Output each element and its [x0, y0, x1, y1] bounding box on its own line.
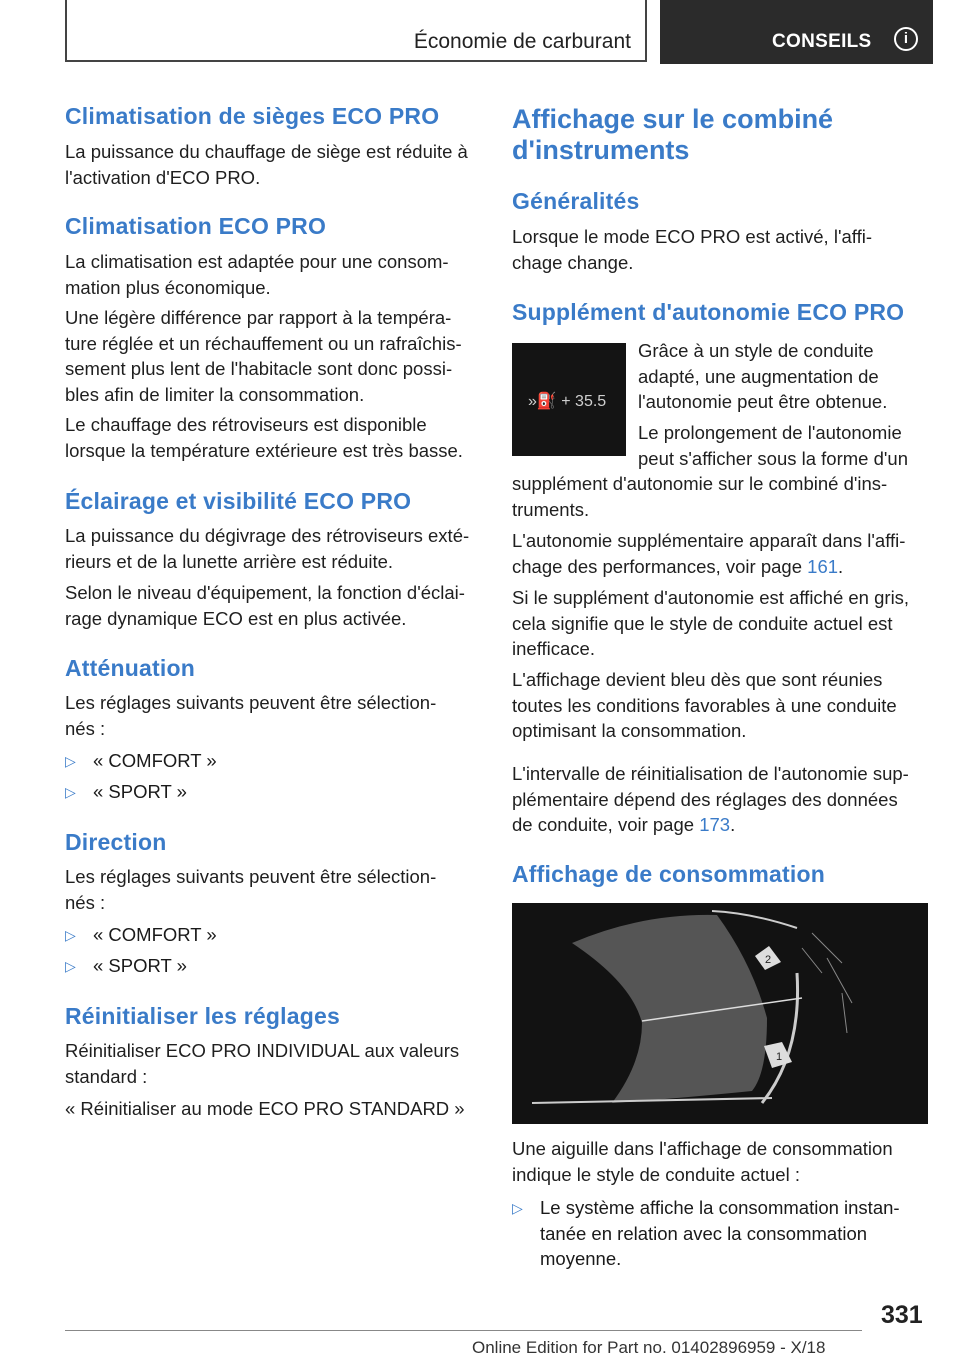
main-heading: [512, 104, 930, 166]
text-line: Grâce à un style de conduite: [638, 340, 874, 361]
text-span: chage des performances, voir page: [512, 555, 808, 577]
paragraph: [65, 249, 477, 300]
text-line: lorsque la température extérieure est très basse.: [65, 439, 463, 461]
paragraph: [512, 585, 930, 662]
consumption-display-image: [512, 903, 928, 1124]
text-line: tanée en relation avec la consommation: [540, 1222, 868, 1244]
paragraph: [512, 471, 930, 522]
section-seat-climate: [65, 103, 477, 130]
section-title: Climatisation de sièges ECO PRO: [65, 103, 440, 129]
page-link[interactable]: 161: [807, 555, 839, 577]
page-link[interactable]: 173: [699, 814, 731, 835]
section-consumption: [512, 861, 930, 888]
text-line: bles afin de limiter la consommation.: [65, 383, 365, 405]
text-line: La puissance du chauffage de siège est réduite à: [65, 141, 468, 162]
gauge-needle-track: [762, 973, 798, 1103]
list-item-text: « COMFORT »: [93, 750, 217, 771]
paragraph: [65, 412, 477, 463]
callout-2-label: 2: [765, 954, 772, 966]
text-line: nés :: [65, 891, 106, 913]
text-line: rage dynamique ECO est en plus activée.: [65, 607, 407, 629]
paragraph: [65, 1096, 477, 1122]
text-line: adapté, une augmentation de: [638, 365, 879, 387]
section-tab[interactable]: [660, 0, 933, 64]
paragraph: [512, 1136, 930, 1187]
list-item-text: « SPORT »: [93, 955, 187, 976]
bullet-triangle-icon: ▷: [512, 1200, 523, 1216]
text-line: peut s'afficher sous la forme d'un: [638, 447, 908, 469]
paragraph: [65, 864, 477, 915]
bullet-triangle-icon: ▷: [65, 927, 76, 943]
callout-1: [764, 1042, 792, 1068]
text-line: Réinitialiser ECO PRO INDIVIDUAL aux valeurs: [65, 1040, 460, 1061]
paragraph: [638, 338, 930, 415]
range-extension-image: [512, 343, 626, 456]
text-line: inefficace.: [512, 638, 595, 659]
page-header: [65, 0, 933, 64]
list-item-text: « SPORT »: [93, 781, 187, 802]
text-line: l'autonomie peut être obtenue.: [638, 391, 888, 412]
text-line: Une aiguille dans l'affichage de consommation: [512, 1138, 893, 1159]
text-line: mation plus économique.: [65, 276, 271, 298]
paragraph: [512, 667, 930, 744]
text-line: plémentaire dépend des réglages des données: [512, 788, 898, 810]
text-line: Si le supplément d'autonomie est affiché en gris,: [512, 587, 910, 608]
section-lighting: [65, 488, 477, 515]
heading-line: Affichage sur le combiné: [512, 104, 834, 134]
bullet-triangle-icon: ▷: [65, 958, 76, 974]
text-line: supplément d'autonomie sur le combiné d'ins‐: [512, 473, 888, 494]
heading-line: d'instruments: [512, 135, 690, 165]
gauge-arc: [712, 911, 797, 928]
section-title: Direction: [65, 829, 167, 855]
text-line: l'activation d'ECO PRO.: [65, 166, 261, 188]
section-title: Affichage de consommation: [512, 861, 825, 887]
text-line: standard :: [65, 1065, 148, 1087]
gauge-ticks: [802, 933, 852, 1033]
text-line: nés :: [65, 717, 106, 739]
bullet-triangle-icon: ▷: [65, 784, 76, 800]
list-item-text: « COMFORT »: [93, 924, 217, 945]
text-line: L'intervalle de réinitialisation de l'autonomie sup‐: [512, 763, 909, 784]
paragraph: [638, 420, 930, 471]
section-title: Climatisation ECO PRO: [65, 213, 327, 239]
list-item-text: [540, 1195, 930, 1272]
text-line: Selon le niveau d'équipement, la fonction d'éclai‐: [65, 582, 465, 603]
paragraph: [512, 224, 930, 275]
text-line: indique le style de conduite actuel :: [512, 1163, 800, 1185]
text-line: Le chauffage des rétroviseurs est disponible: [65, 414, 427, 435]
text-span: de conduite, voir page: [512, 814, 700, 835]
bullet-triangle-icon: ▷: [65, 753, 76, 769]
callout-2: [755, 946, 781, 970]
consumption-gauge-illustration: [512, 903, 928, 1124]
text-line: sement plus lent de l'habitacle sont donc possi‐: [65, 358, 453, 379]
text-line: Le prolongement de l'autonomie: [638, 422, 902, 443]
text-line: Le système affiche la consommation instan‐: [540, 1197, 900, 1218]
section-title: Atténuation: [65, 655, 195, 681]
text-line: L'autonomie supplémentaire apparaît dans l'affi‐: [512, 530, 906, 551]
text-line: rieurs et de la lunette arrière est réduite.: [65, 550, 394, 572]
section-damping: [65, 655, 477, 682]
text-line: optimisant la consommation.: [512, 720, 747, 741]
text-line: Les réglages suivants peuvent être sélection‐: [65, 692, 437, 713]
edition-text: Online Edition for Part no. 01402896959 - X/18: [472, 1338, 826, 1357]
section-range: [512, 299, 930, 326]
paragraph: [65, 1038, 477, 1089]
paragraph: [65, 690, 477, 741]
text-line: Une légère différence par rapport à la tempéra‐: [65, 307, 452, 328]
paragraph: [65, 305, 477, 407]
section-title: Réinitialiser les réglages: [65, 1003, 340, 1029]
text-line: La climatisation est adaptée pour une consom‐: [65, 251, 449, 272]
section-title: Supplément d'autonomie ECO PRO: [512, 299, 905, 325]
chapter-box: [65, 0, 647, 62]
range-readout: [528, 391, 606, 411]
text-line: Lorsque le mode ECO PRO est activé, l'affi‐: [512, 226, 872, 247]
text-line: La puissance du dégivrage des rétroviseurs exté‐: [65, 525, 470, 546]
info-icon: i: [894, 27, 918, 51]
text-line: toutes les conditions favorables à une conduite: [512, 694, 897, 716]
gauge-shape: [572, 915, 767, 1103]
text-line: chage change.: [512, 251, 634, 273]
text-line: L'affichage devient bleu dès que sont réunies: [512, 669, 883, 690]
section-title: Généralités: [512, 188, 640, 214]
paragraph: [512, 528, 930, 579]
chevron-fuel-pump-icon: »⛽: [528, 393, 562, 410]
text-line: cela signifie que le style de conduite actuel est: [512, 612, 893, 634]
text-line: truments.: [512, 498, 590, 520]
paragraph: [65, 580, 477, 631]
page-number: 331: [881, 1301, 923, 1329]
section-climate: [65, 213, 477, 240]
text-line: moyenne.: [540, 1248, 622, 1269]
callout-1-label: 1: [776, 1051, 783, 1063]
chapter-title: Économie de carburant: [413, 30, 631, 53]
section-steering: [65, 829, 477, 856]
section-general: [512, 188, 930, 215]
text-line: Les réglages suivants peuvent être sélection‐: [65, 866, 437, 887]
text-span: .: [730, 814, 736, 835]
paragraph: [512, 761, 930, 838]
range-value: + 35.5: [561, 393, 607, 410]
text-line: [512, 554, 930, 580]
text-line: [512, 812, 930, 838]
text-span: .: [838, 555, 844, 577]
footer-rule: [65, 1330, 862, 1331]
text-line: « Réinitialiser au mode ECO PRO STANDARD »: [65, 1098, 465, 1119]
section-reset: [65, 1003, 477, 1030]
text-line: ture réglée et un réchauffement ou un rafraîchis‐: [65, 332, 462, 354]
paragraph: [65, 139, 477, 190]
section-tab-label: CONSEILS: [772, 31, 872, 52]
paragraph: [65, 523, 477, 574]
section-title: Éclairage et visibilité ECO PRO: [65, 488, 412, 514]
